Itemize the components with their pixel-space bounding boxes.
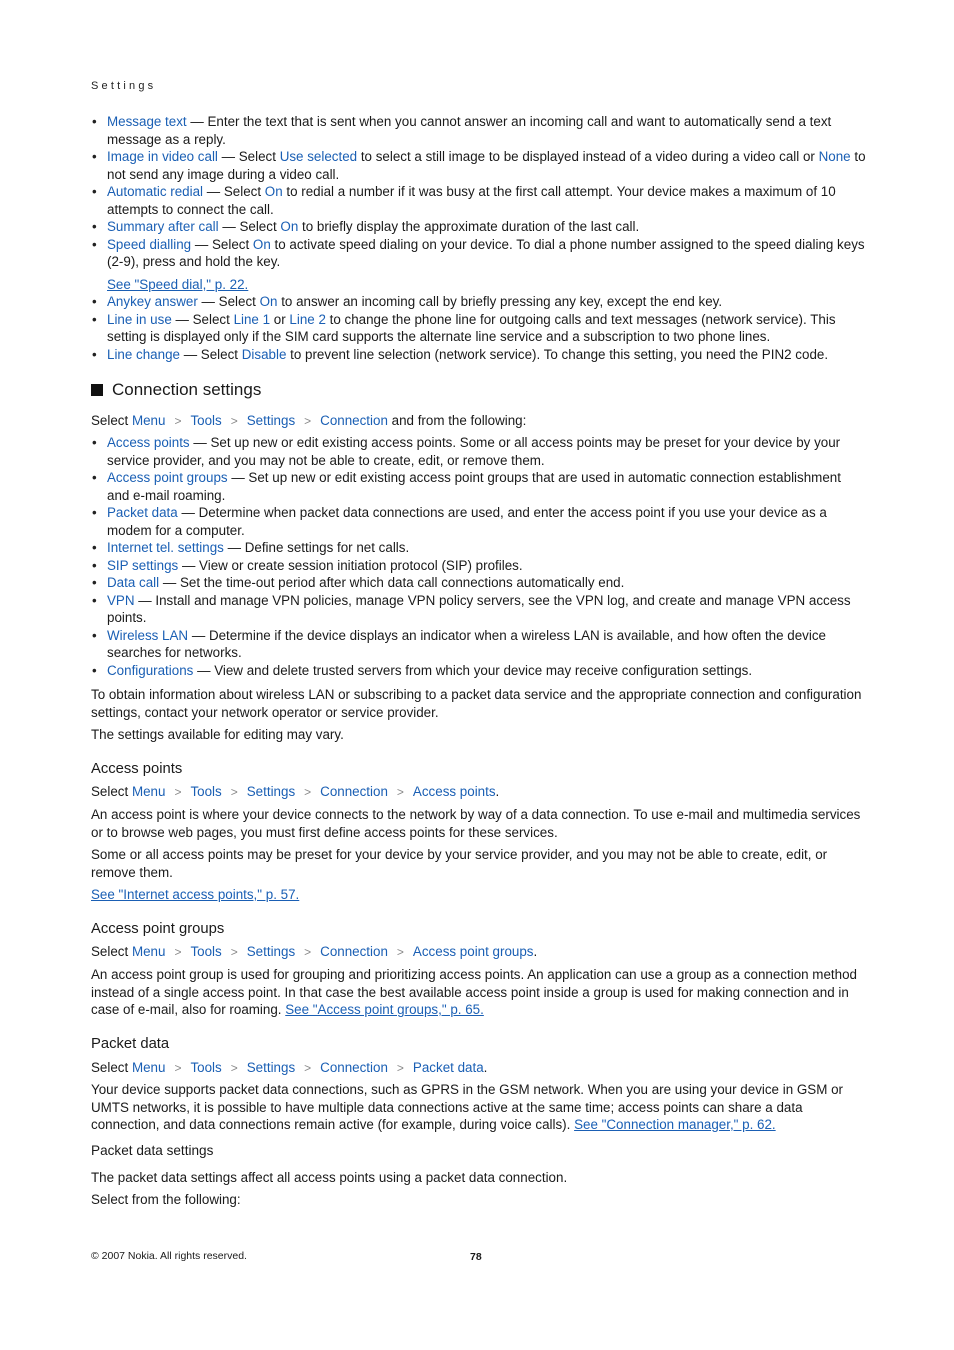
list-item: • Summary after call — Select On to briefly display the approximate duration of the last call.	[91, 218, 866, 236]
path-connection[interactable]: Connection	[320, 413, 388, 428]
list-item: • Configurations — View and delete trusted servers from which your device may receive configuration settings.	[91, 662, 866, 680]
call-settings-list	[91, 113, 866, 363]
option-summary-after-call[interactable]: Summary after call	[107, 219, 219, 234]
page-number: 78	[470, 1251, 482, 1263]
connection-info-paragraph: To obtain information about wireless LAN or subscribing to a packet data service and the appropriate connection and configuration settings, contact your network operator or service provider.	[91, 687, 862, 720]
path-connection[interactable]: Connection	[320, 944, 388, 959]
path-menu[interactable]: Menu	[131, 944, 166, 959]
path-access-points[interactable]: Access points	[412, 784, 496, 799]
list-item: • Access point groups — Set up new or edit existing access point groups that are used in automatic connection establishment and e-mail roaming.	[91, 469, 866, 504]
see-access-point-groups-link[interactable]: See "Access point groups," p. 65.	[285, 1002, 484, 1017]
option-configurations[interactable]: Configurations	[107, 662, 194, 678]
list-item: • Line change — Select Disable to prevent line selection (network service). To change this setting, you need the PIN2 code.	[91, 346, 866, 364]
option-image-in-video-call[interactable]: Image in video call	[107, 149, 218, 164]
list-item: • Anykey answer — Select On to answer an incoming call by briefly pressing any key, except the end key.	[91, 293, 866, 311]
path-menu[interactable]: Menu	[131, 1060, 166, 1075]
value-line-2: Line 2	[289, 311, 326, 327]
option-line-in-use[interactable]: Line in use	[107, 311, 172, 327]
subheading-access-points: Access points	[91, 761, 183, 777]
connection-note-paragraph: The settings available for editing may vary.	[91, 727, 344, 742]
chevron-right-icon: >	[304, 945, 312, 959]
path-connection[interactable]: Connection	[320, 784, 388, 799]
path-access-point-groups[interactable]: Access point groups	[412, 944, 534, 959]
path-settings[interactable]: Settings	[246, 413, 296, 428]
path-connection[interactable]: Connection	[320, 1060, 388, 1075]
chevron-right-icon: >	[396, 785, 404, 799]
chevron-right-icon: >	[174, 785, 182, 799]
packet-data-paragraph: Your device supports packet data connections, such as GPRS in the GSM network. When you are using your device in GSM or UMTS networks, it is possible to have multiple data connections active at the same time; access points can share a data connection, and data connections remain active (for example, during voice calls). See "Connection manager," p. 62.	[91, 1082, 843, 1132]
chevron-right-icon: >	[304, 785, 312, 799]
value-on: On	[259, 294, 278, 309]
access-points-paragraph-1: An access point is where your device connects to the network by way of a data connection. To use e-mail and multimedia services or to browse web pages, you must first define access points for these services.	[91, 807, 861, 840]
option-message-text[interactable]: Message text	[107, 114, 187, 129]
option-access-point-groups[interactable]: Access point groups	[107, 470, 228, 485]
running-header: Settings	[91, 80, 157, 92]
chevron-right-icon: >	[396, 945, 404, 959]
access-points-paragraph-2: Some or all access points may be preset for your device by your service provider, and you may not be able to create, edit, or remove them.	[91, 847, 828, 880]
list-item: • Data call — Set the time-out period after which data call connections automatically end.	[91, 574, 866, 592]
chevron-right-icon: >	[230, 1061, 238, 1075]
chevron-right-icon: >	[174, 1061, 182, 1075]
packet-data-settings-paragraph: The packet data settings affect all access points using a packet data connection.	[91, 1170, 568, 1185]
chevron-right-icon: >	[304, 1061, 312, 1075]
list-item: • Line in use — Select Line 1 or Line 2 to change the phone line for outgoing calls and text messages (network service). This setting is displayed only if the SIM card supports the alternate line service and a subscription to two phone lines.	[91, 311, 866, 346]
list-item: • Access points — Set up new or edit existing access points. Some or all access points may be preset for your device by your service provider, and you may not be able to create, edit, or remove them.	[91, 434, 866, 469]
value-on: On	[280, 219, 299, 234]
section-heading-connection: Connection settings	[91, 381, 261, 399]
subheading-packet-data: Packet data	[91, 1036, 170, 1052]
path-settings[interactable]: Settings	[246, 784, 296, 799]
list-item: • Speed dialling — Select On to activate speed dialing on your device. To dial a phone number assigned to the speed dialing keys (2-9), press and hold the key. See "Speed dial," p. 22.	[91, 236, 866, 294]
connection-settings-list	[91, 434, 866, 679]
subheading-packet-data-settings: Packet data settings	[91, 1143, 214, 1158]
path-tools[interactable]: Tools	[190, 784, 222, 799]
select-from-following: Select from the following:	[91, 1192, 241, 1207]
value-on: On	[264, 184, 283, 199]
square-bullet-icon	[91, 384, 103, 396]
list-item: • Packet data — Determine when packet data connections are used, and enter the access point if you use your device as a modem for a computer.	[91, 504, 866, 539]
path-tools[interactable]: Tools	[190, 944, 222, 959]
chevron-right-icon: >	[304, 414, 312, 428]
value-use-selected: Use selected	[279, 149, 358, 164]
option-access-points[interactable]: Access points	[107, 435, 190, 450]
path-settings[interactable]: Settings	[246, 1060, 296, 1075]
list-item: • Image in video call — Select Use selected to select a still image to be displayed instead of a video during a video call or None to not send any image during a video call.	[91, 148, 866, 183]
chevron-right-icon: >	[174, 945, 182, 959]
value-line-1: Line 1	[233, 311, 271, 327]
chevron-right-icon: >	[396, 1061, 404, 1075]
connection-path: Select Menu > Tools > Settings > Connection and from the following:	[91, 413, 527, 428]
list-item: • Message text — Enter the text that is sent when you cannot answer an incoming call and want to automatically send a text message as a reply.	[91, 113, 866, 148]
copyright: © 2007 Nokia. All rights reserved.	[91, 1250, 247, 1262]
option-line-change[interactable]: Line change	[107, 346, 180, 362]
option-automatic-redial[interactable]: Automatic redial	[107, 184, 204, 199]
access-point-groups-paragraph: An access point group is used for grouping and prioritizing access points. An application can use a group as a connection method instead of a single access point. In that case the best available access point inside a group is used for making connection and in case of e-mail, also for roaming. See "Access point groups," p. 65.	[91, 967, 857, 1017]
path-settings[interactable]: Settings	[246, 944, 296, 959]
list-item: • Internet tel. settings — Define settings for net calls.	[91, 539, 866, 557]
subheading-access-point-groups: Access point groups	[91, 921, 225, 937]
value-none: None	[818, 149, 851, 164]
access-points-path: Select Menu > Tools > Settings > Connection > Access points.	[91, 784, 500, 799]
list-item: • VPN — Install and manage VPN policies, manage VPN policy servers, see the VPN log, and create and manage VPN access points.	[91, 592, 866, 627]
option-data-call[interactable]: Data call	[107, 575, 160, 590]
chevron-right-icon: >	[174, 414, 182, 428]
path-menu[interactable]: Menu	[131, 413, 166, 428]
see-connection-manager-link[interactable]: See "Connection manager," p. 62.	[574, 1117, 776, 1132]
path-packet-data[interactable]: Packet data	[412, 1060, 484, 1075]
access-point-groups-path: Select Menu > Tools > Settings > Connection > Access point groups.	[91, 944, 538, 959]
list-item: • SIP settings — View or create session initiation protocol (SIP) profiles.	[91, 557, 866, 575]
option-wireless-lan[interactable]: Wireless LAN	[107, 627, 189, 643]
option-packet-data[interactable]: Packet data	[107, 505, 178, 520]
chevron-right-icon: >	[230, 945, 238, 959]
packet-data-path: Select Menu > Tools > Settings > Connection > Packet data.	[91, 1060, 488, 1075]
value-on: On	[252, 236, 271, 252]
path-tools[interactable]: Tools	[190, 1060, 222, 1075]
path-tools[interactable]: Tools	[190, 413, 222, 428]
see-speed-dial-link[interactable]: See "Speed dial," p. 22.	[107, 276, 249, 292]
option-anykey-answer[interactable]: Anykey answer	[107, 294, 198, 309]
value-disable: Disable	[241, 346, 287, 362]
chevron-right-icon: >	[230, 414, 238, 428]
option-internet-tel-settings[interactable]: Internet tel. settings	[107, 540, 224, 555]
see-internet-access-points-link[interactable]: See "Internet access points," p. 57.	[91, 887, 300, 902]
path-menu[interactable]: Menu	[131, 784, 166, 799]
option-sip-settings[interactable]: SIP settings	[107, 557, 179, 573]
list-item: • Automatic redial — Select On to redial a number if it was busy at the first call attempt. Your device makes a maximum of 10 attempts to connect the call.	[91, 183, 866, 218]
option-speed-dialling[interactable]: Speed dialling	[107, 236, 192, 252]
option-vpn[interactable]: VPN	[107, 592, 135, 608]
chevron-right-icon: >	[230, 785, 238, 799]
list-item: • Wireless LAN — Determine if the device displays an indicator when a wireless LAN is available, and how often the device searches for networks.	[91, 627, 866, 662]
